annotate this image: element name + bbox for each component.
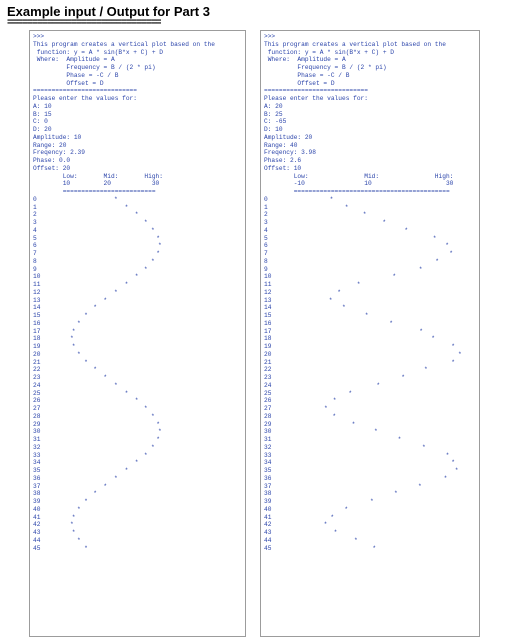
plot-point: * <box>158 428 162 436</box>
plot-row-label: 35 <box>33 467 41 474</box>
plot-point: * <box>418 482 422 490</box>
plot-row-label: 24 <box>33 381 41 389</box>
plot-point: * <box>435 257 439 265</box>
console-line: Where: Amplitude = A <box>33 56 115 64</box>
plot-row-label: 16 <box>264 319 272 327</box>
console-line: This program creates a vertical plot based on the <box>33 40 215 48</box>
plot-point: * <box>134 459 139 467</box>
plot-point: * <box>77 505 81 513</box>
plot-point: * <box>70 335 74 343</box>
console-line: Frequency = B / (2 * pi) <box>33 64 156 71</box>
plot-point: * <box>151 226 155 234</box>
plot-row-label: 8 <box>33 257 37 265</box>
plot-row-label: 43 <box>264 529 272 536</box>
plot-row-label: 15 <box>264 312 272 319</box>
plot-point: * <box>103 296 108 304</box>
plot-point: * <box>397 436 402 443</box>
plot-point: * <box>394 490 398 498</box>
plot-row-label: 29 <box>264 420 272 428</box>
console-line: Low: Mid: High: <box>33 172 163 180</box>
plot-row-label: 0 <box>264 195 268 203</box>
plot-row-label: 11 <box>264 281 272 288</box>
plot-row-label: 6 <box>264 242 268 250</box>
plot-row-label: 36 <box>33 474 41 482</box>
plot-point: * <box>370 498 374 505</box>
plot-row-label: 20 <box>33 350 41 358</box>
plot-row-label: 6 <box>33 242 37 250</box>
plot-row-label: 1 <box>33 203 37 211</box>
plot-point: * <box>382 219 387 226</box>
plot-point: * <box>103 374 108 381</box>
plot-point: * <box>124 281 129 288</box>
plot-row-label: 39 <box>264 498 272 505</box>
console-line: A: 20 <box>264 102 283 110</box>
plot-point: * <box>93 366 98 374</box>
plot-point: * <box>348 389 353 397</box>
plot-row-label: 13 <box>33 296 41 304</box>
plot-point: * <box>392 273 397 281</box>
plot-row-label: 15 <box>33 312 41 319</box>
console-line: Freqency: 2.39 <box>33 149 85 157</box>
plot-row-label: 13 <box>264 296 272 304</box>
plot-point: * <box>156 436 160 443</box>
console-line: B: 25 <box>264 110 283 118</box>
plot-point: * <box>77 536 81 544</box>
plot-row-label: 21 <box>264 358 272 366</box>
plot-point: * <box>84 544 88 552</box>
console-line: Phase = -C / B <box>33 71 119 79</box>
plot-point: * <box>324 405 328 412</box>
plot-point: * <box>77 319 81 327</box>
plot-point: * <box>337 288 341 296</box>
plot-row-label: 7 <box>33 250 37 257</box>
console-line: Phase: 2.6 <box>264 157 302 164</box>
plot-row-label: 25 <box>33 389 41 397</box>
plot-point: * <box>364 312 369 319</box>
plot-row-label: 32 <box>33 443 41 451</box>
plot-row-label: 12 <box>33 288 41 296</box>
plot-row-label: 26 <box>264 397 272 405</box>
plot-point: * <box>445 242 449 250</box>
console-line: D: 20 <box>33 126 52 133</box>
plot-point: * <box>143 405 148 412</box>
plot-row-label: 45 <box>264 544 272 552</box>
plot-point: * <box>451 459 455 467</box>
plot-point: * <box>71 343 76 350</box>
console-line: Frequency = B / (2 * pi) <box>264 64 387 71</box>
plot-point: * <box>70 521 74 529</box>
plot-point: * <box>71 529 76 536</box>
plot-point: * <box>329 195 334 203</box>
console-line: function: y = A * sin(B*x + C) + D <box>264 48 394 56</box>
plot-point: * <box>103 482 108 490</box>
console-line: Where: Amplitude = A <box>264 56 346 64</box>
plot-point: * <box>389 319 393 327</box>
plot-point: * <box>156 250 160 257</box>
plot-row-label: 3 <box>33 219 37 226</box>
plot-point: * <box>143 451 148 459</box>
plot-point: * <box>158 242 162 250</box>
plot-point: * <box>93 490 98 498</box>
console-line: function: y = A * sin(B*x + C) + D <box>33 48 163 56</box>
plot-row-label: 38 <box>264 490 272 498</box>
plot-point: * <box>419 327 423 335</box>
plot-point: * <box>362 211 367 219</box>
plot-row-label: 44 <box>264 536 272 544</box>
console-line: Offset: 10 <box>264 164 302 172</box>
plot-point: * <box>376 381 381 389</box>
plot-row-label: 10 <box>33 273 41 281</box>
plot-row-label: 28 <box>264 412 272 420</box>
console-line: Offset = D <box>33 79 104 87</box>
plot-point: * <box>114 474 118 482</box>
plot-point: * <box>156 234 160 242</box>
plot-row-label: 28 <box>33 412 41 420</box>
plot-row-label: 43 <box>33 529 41 536</box>
plot-row-label: 37 <box>33 482 41 490</box>
plot-row-label: 40 <box>264 505 272 513</box>
console-line: Phase = -C / B <box>264 71 350 79</box>
plot-point: * <box>449 250 453 257</box>
plot-point: * <box>372 544 377 552</box>
plot-row-label: 36 <box>264 474 272 482</box>
plot-point: * <box>431 335 435 343</box>
console-line: Range: 40 <box>264 141 298 149</box>
plot-row-label: 18 <box>264 335 272 343</box>
plot-point: * <box>332 412 337 420</box>
plot-point: * <box>445 451 450 459</box>
plot-row-label: 38 <box>33 490 41 498</box>
plot-point: * <box>328 296 333 304</box>
plot-point: * <box>333 529 338 536</box>
plot-row-label: 37 <box>264 482 272 490</box>
console-line: Offset = D <box>264 79 335 87</box>
plot-point: * <box>84 358 88 366</box>
plot-row-label: 29 <box>33 420 41 428</box>
plot-point: * <box>432 234 437 242</box>
console-line: ========================= <box>33 188 156 195</box>
plot-point: * <box>374 428 378 436</box>
plot-row-label: 44 <box>33 536 41 544</box>
plot-row-label: 34 <box>33 459 41 467</box>
plot-point: * <box>342 304 346 312</box>
plot-point: * <box>401 374 405 381</box>
plot-point: * <box>134 397 139 405</box>
plot-point: * <box>418 265 423 273</box>
plot-point: * <box>332 397 337 405</box>
plot-row-label: 33 <box>264 451 272 459</box>
plot-row-label: 30 <box>264 428 272 436</box>
plot-point: * <box>84 498 88 505</box>
plot-point: * <box>114 381 118 389</box>
plot-row-label: 16 <box>33 319 41 327</box>
plot-row-label: 5 <box>33 234 37 242</box>
plot-row-label: 18 <box>33 335 41 343</box>
shell-output-panel-right[interactable] <box>260 30 480 637</box>
plot-row-label: 14 <box>33 304 41 312</box>
plot-row-label: 22 <box>264 366 272 374</box>
plot-point: * <box>84 312 88 319</box>
plot-point: * <box>356 281 361 288</box>
plot-point: * <box>451 343 455 350</box>
console-line: Range: 20 <box>33 141 67 149</box>
plot-row-label: 26 <box>33 397 41 405</box>
plot-point: * <box>344 505 349 513</box>
console-line: D: 10 <box>264 126 283 133</box>
plot-point: * <box>424 366 428 374</box>
plot-row-label: 34 <box>264 459 272 467</box>
plot-row-label: 11 <box>33 281 41 288</box>
plot-row-label: 8 <box>264 257 268 265</box>
console-line: ============================ <box>33 87 137 95</box>
plot-row-label: 41 <box>264 513 272 521</box>
plot-point: * <box>143 219 148 226</box>
plot-point: * <box>71 513 76 521</box>
plot-row-label: 2 <box>264 211 268 219</box>
plot-row-label: 5 <box>264 234 268 242</box>
plot-row-label: 31 <box>33 436 41 443</box>
plot-row-label: 4 <box>264 226 268 234</box>
plot-point: * <box>93 304 98 312</box>
plot-row-label: 42 <box>33 521 41 529</box>
plot-point: * <box>114 195 118 203</box>
plot-point: * <box>454 467 459 474</box>
plot-point: * <box>124 467 129 474</box>
console-line: >>> <box>33 33 45 40</box>
plot-row-label: 32 <box>264 443 272 451</box>
console-line: C: -65 <box>264 118 287 126</box>
plot-point: * <box>71 327 76 335</box>
plot-row-label: 4 <box>33 226 37 234</box>
plot-row-label: 31 <box>264 436 272 443</box>
plot-point: * <box>134 273 139 281</box>
plot-point: * <box>156 420 160 428</box>
console-line: -10 10 30 <box>264 180 454 188</box>
plot-point: * <box>404 226 409 234</box>
console-line: This program creates a vertical plot based on the <box>264 40 446 48</box>
title-underline: =============================== <box>7 18 161 29</box>
plot-point: * <box>351 420 356 428</box>
plot-row-label: 45 <box>33 544 41 552</box>
plot-point: * <box>354 536 358 544</box>
plot-row-label: 12 <box>264 288 272 296</box>
plot-row-label: 33 <box>33 451 41 459</box>
console-line: C: 0 <box>33 118 48 126</box>
plot-row-label: 1 <box>264 203 268 211</box>
plot-row-label: 7 <box>264 250 268 257</box>
plot-row-label: 14 <box>264 304 272 312</box>
console-line: ============================ <box>264 87 368 95</box>
plot-row-label: 9 <box>33 265 37 273</box>
plot-row-label: 35 <box>264 467 272 474</box>
console-line: Low: Mid: High: <box>264 172 454 180</box>
plot-point: * <box>151 412 155 420</box>
console-line: A: 10 <box>33 102 52 110</box>
plot-point: * <box>124 389 129 397</box>
console-line: Amplitude: 20 <box>264 133 313 141</box>
plot-point: * <box>151 257 155 265</box>
console-line: B: 15 <box>33 110 52 118</box>
plot-row-label: 40 <box>33 505 41 513</box>
plot-point: * <box>323 521 328 529</box>
plot-point: * <box>458 350 462 358</box>
console-line: Offset: 20 <box>33 164 71 172</box>
plot-point: * <box>114 288 118 296</box>
plot-point: * <box>451 358 455 366</box>
plot-row-label: 23 <box>264 374 272 381</box>
plot-row-label: 3 <box>264 219 268 226</box>
plot-row-label: 17 <box>33 327 41 335</box>
shell-output-panel-left[interactable] <box>29 30 246 637</box>
plot-row-label: 21 <box>33 358 41 366</box>
plot-row-label: 19 <box>264 343 272 350</box>
plot-row-label: 20 <box>264 350 272 358</box>
plot-row-label: 27 <box>33 405 41 412</box>
plot-point: * <box>124 203 129 211</box>
plot-point: * <box>151 443 155 451</box>
console-text <box>33 33 215 552</box>
plot-point: * <box>344 203 349 211</box>
plot-row-label: 0 <box>33 195 37 203</box>
plot-row-label: 2 <box>33 211 37 219</box>
plot-row-label: 27 <box>264 405 272 412</box>
plot-point: * <box>443 474 448 482</box>
console-line: Please enter the values for: <box>264 95 368 102</box>
console-line: 10 20 30 <box>33 180 160 188</box>
plot-row-label: 30 <box>33 428 41 436</box>
plot-row-label: 22 <box>33 366 41 374</box>
plot-point: * <box>77 350 81 358</box>
console-line: Amplitude: 10 <box>33 133 82 141</box>
plot-point: * <box>422 443 426 451</box>
plot-point: * <box>134 211 139 219</box>
console-line: ========================================== <box>264 188 450 195</box>
plot-point: * <box>330 513 335 521</box>
console-line: Freqency: 3.98 <box>264 149 316 157</box>
plot-row-label: 25 <box>264 389 272 397</box>
console-line: >>> <box>264 33 276 40</box>
console-line: Phase: 0.0 <box>33 157 71 164</box>
plot-row-label: 10 <box>264 273 272 281</box>
plot-row-label: 23 <box>33 374 41 381</box>
plot-row-label: 39 <box>33 498 41 505</box>
plot-row-label: 17 <box>264 327 272 335</box>
console-text <box>264 33 462 552</box>
console-line: Please enter the values for: <box>33 95 137 102</box>
plot-row-label: 9 <box>264 265 268 273</box>
plot-point: * <box>143 265 148 273</box>
page-title: Example input / Output for Part 3 <box>7 4 210 19</box>
plot-row-label: 42 <box>264 521 272 529</box>
plot-row-label: 24 <box>264 381 272 389</box>
plot-row-label: 41 <box>33 513 41 521</box>
plot-row-label: 19 <box>33 343 41 350</box>
